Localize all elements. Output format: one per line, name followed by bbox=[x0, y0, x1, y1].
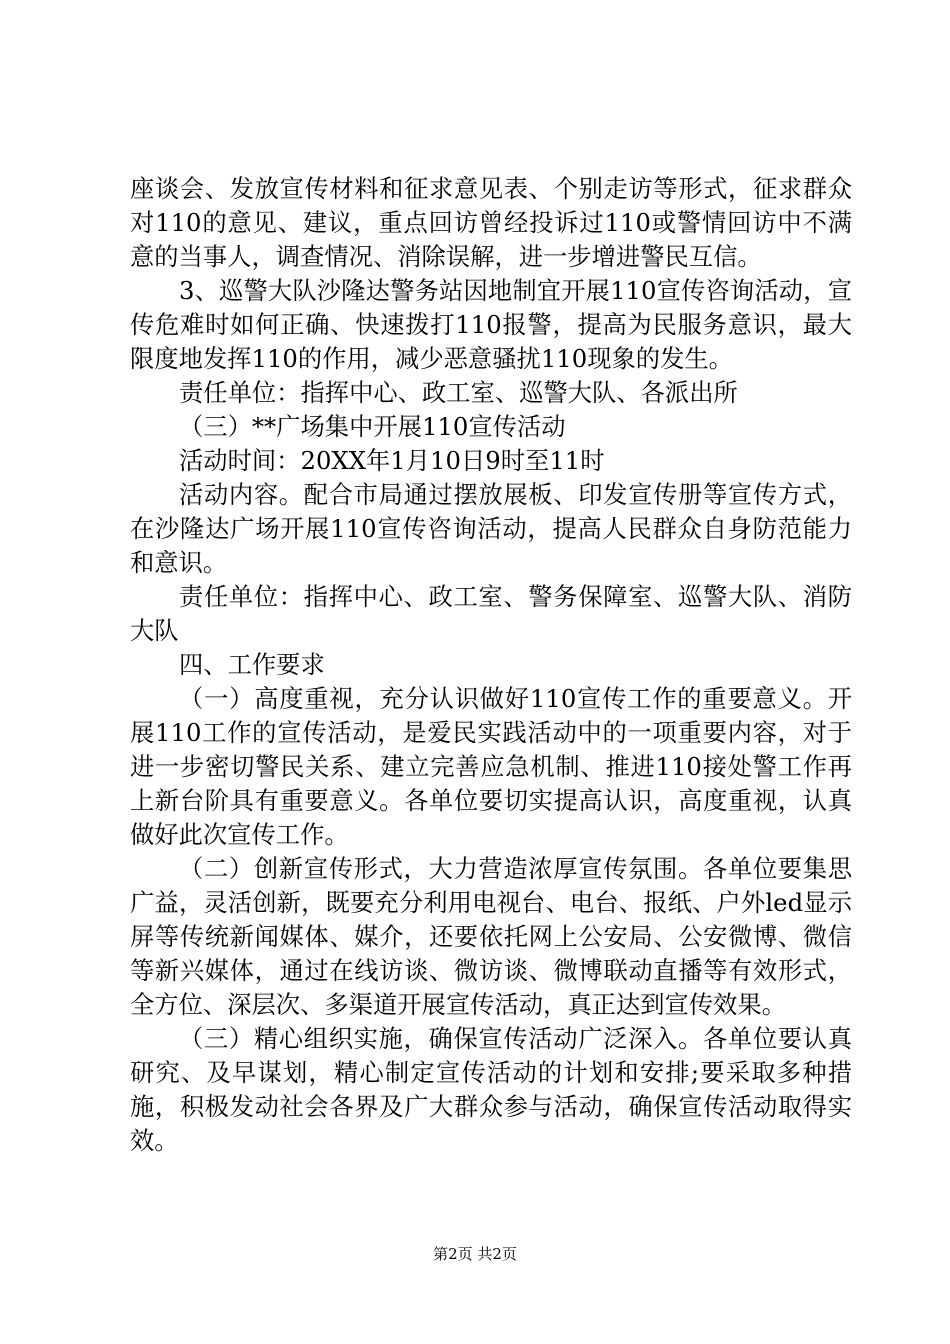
paragraph-11: （三）精心组织实施，确保宣传活动广泛深入。各单位要认真研究、及早谋划，精心制定宣传活动的计划和安排;要采取多种措施，积极发动社会各界及广大群众参与活动，确保宣传活动取得实效。 bbox=[130, 1024, 852, 1155]
paragraph-9: （一）高度重视，充分认识做好110宣传工作的重要意义。开展110工作的宣传活动，是爱民实践活动中的一项重要内容，对于进一步密切警民关系、建立完善应急机制、推进110接处警工作再上新台阶具有重要意义。各单位要切实提高认识，高度重视，认真做好此次宣传工作。 bbox=[130, 684, 852, 849]
paragraph-2: 3、巡警大队沙隆达警务站因地制宜开展110宣传咨询活动，宣传危难时如何正确、快速拨打110报警，提高为民服务意识，最大限度地发挥110的作用，减少恶意骚扰110现象的发生。 bbox=[130, 276, 852, 373]
paragraph-1: 座谈会、发放宣传材料和征求意见表、个别走访等形式，征求群众对110的意见、建议，重点回访曾经投诉过110或警情回访中不满意的当事人，调查情况、消除误解，进一步增进警民互信。 bbox=[130, 174, 852, 271]
paragraph-4: （三）**广场集中开展110宣传活动 bbox=[179, 412, 566, 441]
paragraph-3: 责任单位：指挥中心、政工室、巡警大队、各派出所 bbox=[179, 378, 738, 407]
paragraph-7: 责任单位：指挥中心、政工室、警务保障室、巡警大队、消防大队 bbox=[130, 582, 852, 645]
document-body bbox=[130, 172, 852, 1158]
page-footer: 第2页 共2页 bbox=[433, 1245, 517, 1263]
paragraph-10: （二）创新宣传形式，大力营造浓厚宣传氛围。各单位要集思广益，灵活创新，既要充分利用电视台、电台、报纸、户外led显示屏等传统新闻媒体、媒介，还要依托网上公安局、公安微博、微信等新兴媒体，通过在线访谈、微访谈、微博联动直播等有效形式，全方位、深层次、多渠道开展宣传活动，真正达到宣传效果。 bbox=[130, 854, 852, 1019]
paragraph-5: 活动时间：20XX年1月10日9时至11时 bbox=[179, 446, 605, 475]
paragraph-8: 四、工作要求 bbox=[179, 650, 325, 679]
paragraph-6: 活动内容。配合市局通过摆放展板、印发宣传册等宣传方式，在沙隆达广场开展110宣传咨询活动，提高人民群众自身防范能力和意识。 bbox=[130, 480, 852, 577]
